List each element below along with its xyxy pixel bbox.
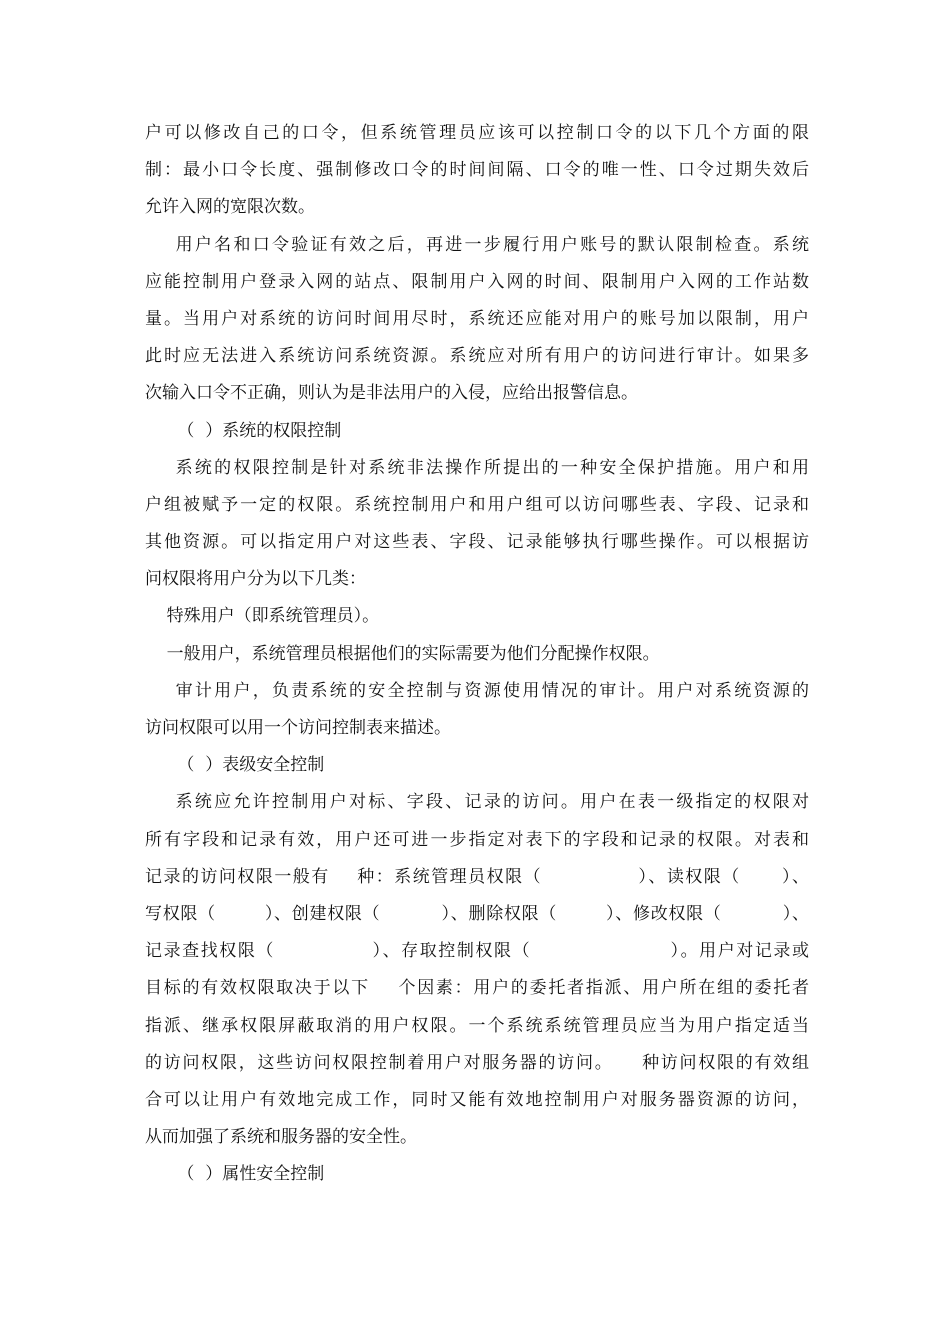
paragraph — [145, 636, 809, 673]
text-line: 特殊用户（即系统管理员）。 — [145, 606, 380, 627]
text-line: 目标的有效权限取决于以下 个因素：用户的委托者指派、用户所在组的委托者 — [145, 978, 809, 999]
text-line: 量。当用户对系统的访问时间用尽时，系统还应能对用户的账号加以限制，用户 — [145, 308, 809, 329]
text-line: 问权限将用户分为以下几类： — [145, 569, 366, 590]
text-line: 审计用户，负责系统的安全控制与资源使用情况的审计。用户对系统资源的 — [145, 680, 809, 701]
text-line: 从而加强了系统和服务器的安全性。 — [145, 1127, 417, 1148]
text-line: 允许入网的宽限次数。 — [145, 197, 315, 218]
text-line: 合可以让用户有效地完成工作，同时又能有效地控制用户对服务器资源的访问， — [145, 1089, 809, 1110]
text-line: 访问权限可以用一个访问控制表来描述。 — [145, 718, 451, 738]
text-line: 其他资源。可以指定用户对这些表、字段、记录能够执行哪些操作。可以根据访 — [145, 532, 809, 553]
paragraph — [145, 450, 809, 599]
text-line: 记录查找权限（ ）、存取控制权限（ ）。用户对记录或 — [145, 941, 809, 962]
text-line: 户可以修改自己的口令，但系统管理员应该可以控制口令的以下几个方面的限 — [145, 123, 809, 143]
text-line: 系统的权限控制是针对系统非法操作所提出的一种安全保护措施。用户和用 — [145, 457, 809, 478]
paragraph — [145, 598, 809, 635]
text-line: 应能控制用户登录入网的站点、限制用户入网的时间、限制用户入网的工作站数 — [145, 271, 809, 292]
paragraph — [145, 673, 809, 747]
text-line: 的访问权限，这些访问权限控制着用户对服务器的访问。 种访问权限的有效组 — [145, 1052, 809, 1073]
text-line: 记录的访问权限一般有 种：系统管理员权限（ ）、读权限（ ）、 — [145, 866, 809, 887]
text-line: （ ）表级安全控制 — [145, 755, 325, 776]
section-heading — [145, 413, 809, 450]
text-line: 指派、继承权限屏蔽取消的用户权限。一个系统系统管理员应当为用户指定适当 — [145, 1015, 809, 1036]
text-line: 所有字段和记录有效，用户还可进一步指定对表下的字段和记录的权限。对表和 — [145, 829, 809, 850]
text-line: （ ）属性安全控制 — [145, 1164, 325, 1185]
section-heading — [145, 1156, 809, 1193]
paragraph — [145, 115, 809, 227]
paragraph — [145, 784, 809, 1156]
text-line: 一般用户，系统管理员根据他们的实际需要为他们分配操作权限。 — [145, 643, 660, 664]
paragraph — [145, 227, 809, 413]
section-heading — [145, 747, 809, 784]
text-line: （ ）系统的权限控制 — [145, 420, 342, 441]
text-line: 用户名和口令验证有效之后，再进一步履行用户账号的默认限制检查。系统 — [145, 234, 809, 255]
text-line: 写权限（ ）、创建权限（ ）、删除权限（ ）、修改权限（ ）、 — [145, 903, 809, 924]
text-line: 次输入口令不正确，则认为是非法用户的入侵，应给出报警信息。 — [145, 383, 638, 404]
text-line: 系统应允许控制用户对标、字段、记录的访问。用户在表一级指定的权限对 — [145, 792, 809, 813]
text-line: 制：最小口令长度、强制修改口令的时间间隔、口令的唯一性、口令过期失效后 — [145, 160, 809, 181]
text-line: 户组被赋予一定的权限。系统控制用户和用户组可以访问哪些表、字段、记录和 — [145, 494, 809, 515]
document-body — [145, 115, 809, 1193]
text-line: 此时应无法进入系统访问系统资源。系统应对所有用户的访问进行审计。如果多 — [145, 346, 809, 367]
